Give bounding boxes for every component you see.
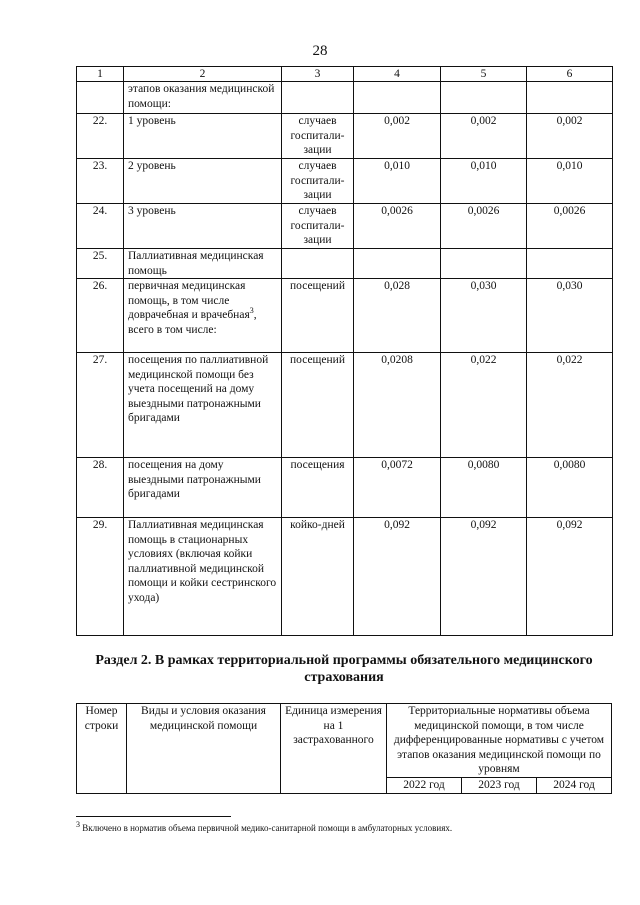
row-number: 27. (77, 353, 124, 458)
row-unit: случаев госпитали-зации (282, 204, 354, 249)
footnote-divider (76, 816, 231, 817)
value-2024: 0,010 (527, 159, 613, 204)
row-unit: койко-дней (282, 518, 354, 636)
value-2023: 0,092 (441, 518, 527, 636)
row-unit: случаев госпитали-зации (282, 159, 354, 204)
header-kind: Виды и условия оказания медицинской помощи (127, 704, 281, 794)
header-year: 2023 год (462, 777, 537, 793)
header-cell: 3 (282, 67, 354, 82)
header-row-number: Номер строки (77, 704, 127, 794)
row-number: 22. (77, 114, 124, 159)
row-name: 2 уровень (124, 159, 282, 204)
table-row (77, 353, 613, 458)
page-number: 28 (312, 43, 328, 59)
table-row (77, 458, 613, 518)
row-number: 24. (77, 204, 124, 249)
row-name-text: , всего в том числе: (128, 309, 257, 336)
header-norms: Территориальные нормативы объема медицинской помощи, в том числе дифференцированные нормативы с учетом этапов оказания медицинской помощи по уровням (387, 704, 612, 778)
row-name: Паллиативная медицинская помощь (124, 249, 282, 279)
value-2022 (354, 249, 441, 279)
header-cell: 1 (77, 67, 124, 82)
volume-norms-table (76, 66, 613, 636)
value-2024 (527, 249, 613, 279)
value-2022 (354, 82, 441, 114)
value-2022: 0,010 (354, 159, 441, 204)
row-number: 25. (77, 249, 124, 279)
oms-norms-table-header (76, 703, 612, 794)
section-title: Раздел 2. В рамках территориальной программы обязательного медицинского страхования (95, 653, 593, 685)
row-number: 23. (77, 159, 124, 204)
value-2023: 0,002 (441, 114, 527, 159)
footnote (76, 822, 452, 834)
header-cell: 5 (441, 67, 527, 82)
value-2022: 0,002 (354, 114, 441, 159)
value-2024: 0,002 (527, 114, 613, 159)
header-year: 2022 год (387, 777, 462, 793)
value-2022: 0,0072 (354, 458, 441, 518)
header-unit: Единица измерения на 1 застрахованного (281, 704, 387, 794)
table-row (77, 159, 613, 204)
footnote-mark: 3 (76, 820, 80, 829)
value-2024: 0,092 (527, 518, 613, 636)
table-row (77, 518, 613, 636)
value-2023: 0,022 (441, 353, 527, 458)
row-name (124, 279, 282, 353)
value-2024: 0,030 (527, 279, 613, 353)
row-unit: посещений (282, 353, 354, 458)
row-name: Паллиативная медицинская помощь в стационарных условиях (включая койки паллиативной медицинской помощи и койки сестринского ухода) (124, 518, 282, 636)
value-2024: 0,022 (527, 353, 613, 458)
row-number: 26. (77, 279, 124, 353)
value-2022: 0,028 (354, 279, 441, 353)
row-name: 1 уровень (124, 114, 282, 159)
value-2024: 0,0080 (527, 458, 613, 518)
table-header-row (77, 704, 612, 778)
value-2022: 0,0026 (354, 204, 441, 249)
row-name: этапов оказания медицинской помощи: (124, 82, 282, 114)
value-2023 (441, 82, 527, 114)
header-cell: 4 (354, 67, 441, 82)
header-year: 2024 год (537, 777, 612, 793)
row-unit (282, 249, 354, 279)
value-2023: 0,0080 (441, 458, 527, 518)
row-unit: случаев госпитали-зации (282, 114, 354, 159)
table-header-row (77, 67, 613, 82)
value-2022: 0,0208 (354, 353, 441, 458)
row-name: посещения на дому выездными патронажными бригадами (124, 458, 282, 518)
row-number: 29. (77, 518, 124, 636)
value-2023: 0,030 (441, 279, 527, 353)
value-2024 (527, 82, 613, 114)
table-row (77, 249, 613, 279)
value-2024: 0,0026 (527, 204, 613, 249)
value-2023: 0,0026 (441, 204, 527, 249)
table-row (77, 279, 613, 353)
header-cell: 6 (527, 67, 613, 82)
row-unit: посещения (282, 458, 354, 518)
row-number: 28. (77, 458, 124, 518)
row-name-text: первичная медицинская помощь, в том числе доврачебная и врачебная (128, 280, 250, 321)
footnote-ref: 3 (249, 306, 254, 316)
value-2023 (441, 249, 527, 279)
table-row (77, 114, 613, 159)
value-2022: 0,092 (354, 518, 441, 636)
value-2023: 0,010 (441, 159, 527, 204)
header-cell: 2 (124, 67, 282, 82)
row-unit: посещений (282, 279, 354, 353)
table-row (77, 82, 613, 114)
footnote-text: Включено в норматив объема первичной медико-санитарной помощи в амбулаторных условиях. (82, 823, 453, 833)
row-name: посещения по паллиативной медицинской помощи без учета посещений на дому выездными патронажными бригадами (124, 353, 282, 458)
row-name: 3 уровень (124, 204, 282, 249)
row-number (77, 82, 124, 114)
row-unit (282, 82, 354, 114)
table-row (77, 204, 613, 249)
